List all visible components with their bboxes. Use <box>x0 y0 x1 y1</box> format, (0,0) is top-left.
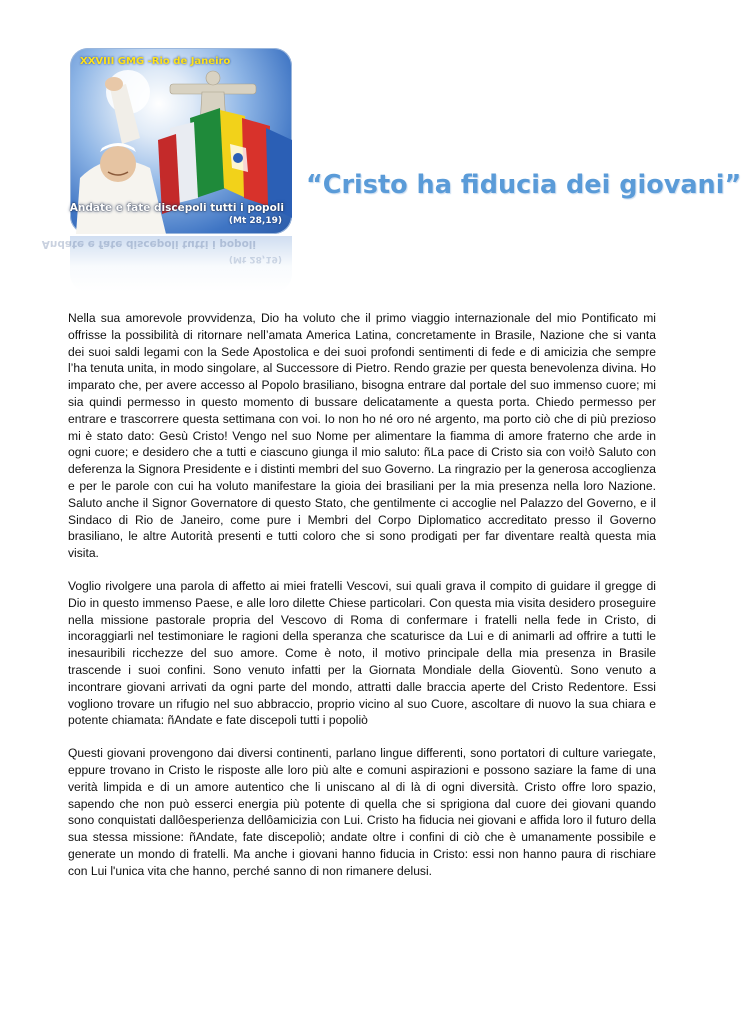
body-text <box>68 310 656 896</box>
reflected-motto: Andate e fate discepoli tutti i popoli <box>41 238 256 250</box>
paragraph-3: Questi giovani provengono dai diversi continenti, parlano lingue differenti, sono portatori di culture variegate, eppure trovano in Cristo le risposte alle loro più alte e comuni aspirazioni e possono saziare la fame di una verità limpida e di un amore autentico che li uniscano al di là di ogni diversità. Cristo offre loro spazio, sapendo che non può esserci energia più potente di quella che si sprigiona dal cuore dei giovani quando sono conquistati dallôesperienza dellôamicizia con Lui. Cristo ha fiducia nei giovani e affida loro il futuro della sua stessa missione: ñAndate, fate discepoliò; andate oltre i confini di ciò che è umanamente possibile e generate un mondo di fratelli. Ma anche i giovani hanno fiducia in Cristo: essi non hanno paura di rischiare con Lui l'unica vita che hanno, perché sanno di non rimanere delusi. <box>68 746 656 878</box>
page-title: “Cristo ha fiducia dei giovani” <box>306 170 741 200</box>
banner-bible-reference: (Mt 28,19) <box>228 216 282 226</box>
reflected-reference: (Mt 28,19) <box>228 254 282 264</box>
banner-reflection <box>41 236 292 292</box>
banner-event-label: XXVIII GMG -Rio de Janeiro <box>80 56 231 67</box>
paragraph-2: Voglio rivolgere una parola di affetto ai miei fratelli Vescovi, sui quali grava il compito di guidare il gregge di Dio in questo immenso Paese, e alle loro dilette Chiese particolari. Con questa mia visita desidero proseguire nella missione pastorale propria del Vescovo di Roma di confermare i fratelli nella fede in Cristo, di incoraggiarli nel testimoniare le ragioni della speranza che scaturisce da Lui e di animarli ad offrire a tutti le inesauribili ricchezze del suo amore. Come è noto, il motivo principale della mia presenza in Brasile trascende i suoi confini. Sono venuto infatti per la Giornata Mondiale della Gioventù. Sono venuto a incontrare giovani arrivati da ogni parte del mondo, attratti dalle braccia aperte del Cristo Redentore. Essi vogliono trovare un rifugio nel suo abbraccio, proprio vicino al suo Cuore, ascoltare di nuovo la sua chiara e potente chiamata: ñAndate e fate discepoli tutti i popoliò <box>68 578 656 728</box>
event-banner-image <box>70 48 292 234</box>
paragraph-1: Nella sua amorevole provvidenza, Dio ha voluto che il primo viaggio internazionale del mio Pontificato mi offrisse la possibilità di ritornare nell’amata America Latina, concretamente in Brasile, Nazione che si vanta dei suoi saldi legami con la Sede Apostolica e dei suoi profondi sentimenti di fede e di amicizia che sempre l’ha tenuta unita, in modo singolare, al Successore di Pietro. Rendo grazie per questa benevolenza divina. Ho imparato che, per avere accesso al Popolo brasiliano, bisogna entrare dal portale del suo immenso cuore; mi sia quindi permesso in questo momento di bussare delicatamente a questa porta. Chiedo permesso per entrare e trascorrere questa settimana con voi. Io non ho né oro né argento, ma porto ciò che di più prezioso mi è stato dato: Gesù Cristo! Vengo nel suo Nome per alimentare la fiamma di amore fraterno che arde in ogni cuore; e desidero che a tutti e ciascuno giunga il mio saluto: ñLa pace di Cristo sia con voi!ò Saluto con deferenza la Signora Presidente e i distinti membri del suo Governo. La ringrazio per la generosa accoglienza e per le parole con cui ha voluto manifestare la gioia dei brasiliani per la mia presenza nella loro Nazione. Saluto anche il Signor Governatore di questo Stato, che gentilmente ci accoglie nel Palazzo del Governo, e il Sindaco di Rio de Janeiro, come pure i Membri del Corpo Diplomatico accreditato presso il Governo brasiliano, le altre Autorità presenti e tutti coloro che si sono prodigati per far diventare realtà questa mia visita. <box>68 311 656 561</box>
banner-motto: Andate e fate discepoli tutti i popoli <box>69 202 284 214</box>
